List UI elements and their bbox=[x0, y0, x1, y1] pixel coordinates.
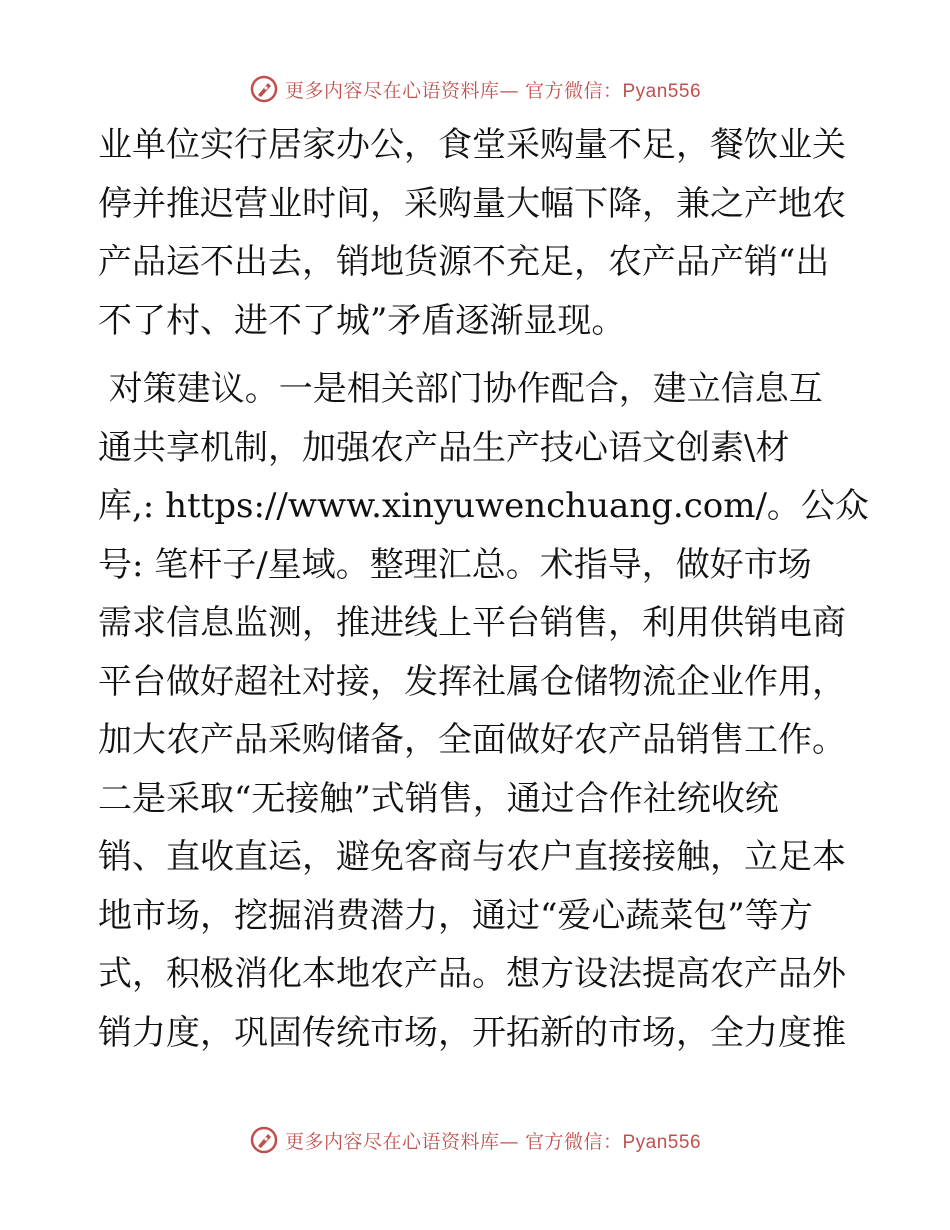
text-line: 不了村、进不了城”矛盾逐渐显现。 bbox=[98, 300, 626, 341]
header-watermark bbox=[0, 74, 950, 104]
text-line: 销、直收直运，避免客商与农户直接接触，立足本 bbox=[98, 837, 846, 877]
paragraph-2 bbox=[98, 360, 869, 1062]
document-body bbox=[98, 116, 869, 1062]
paragraph-1 bbox=[98, 116, 858, 350]
pen-nib-circle-icon bbox=[249, 74, 279, 104]
text-line: 停并推迟营业时间，采购量大幅下降，兼之产地农 bbox=[98, 183, 846, 224]
text-line: 二是采取“无接触”式销售，通过合作社统收统 bbox=[98, 778, 779, 819]
text-line: 产品运不出去，销地货源不充足，农产品产销“出 bbox=[98, 242, 830, 282]
watermark-site-text: 更多内容尽在心语资料库— bbox=[284, 1130, 519, 1153]
text-line: 加大农产品采购储备，全面做好农产品销售工作。 bbox=[98, 720, 846, 760]
text-line: 平台做好超社对接，发挥社属仓储物流企业作用， bbox=[98, 661, 846, 702]
text-line: 地市场，挖掘消费潜力，通过“爱心蔬菜包”等方 bbox=[98, 895, 813, 936]
text-line: 业单位实行居家办公，食堂采购量不足，餐饮业关 bbox=[98, 125, 846, 165]
watermark-site-text: 更多内容尽在心语资料库— bbox=[284, 79, 519, 102]
watermark-contact-text: 官方微信：Pyan556 bbox=[525, 1131, 702, 1153]
footer-watermark bbox=[0, 1125, 950, 1155]
text-line: 通共享机制，加强农产品生产技心语文创素\材 bbox=[98, 427, 790, 468]
text-line: 库,: https://www.xinyuwenchuang.com/。公众 bbox=[98, 486, 869, 526]
text-line: 需求信息监测，推进线上平台销售，利用供销电商 bbox=[98, 603, 846, 643]
text-line: 对策建议。一是相关部门协作配合，建立信息互 bbox=[98, 369, 823, 409]
text-line: 号: 笔杆子/星域。整理汇总。术指导，做好市场 bbox=[98, 544, 812, 585]
pen-nib-circle-icon bbox=[249, 1125, 279, 1155]
text-line: 销力度，巩固传统市场，开拓新的市场，全力度推 bbox=[98, 1012, 846, 1053]
text-line: 式，积极消化本地农产品。想方设法提高农产品外 bbox=[98, 954, 846, 994]
watermark-contact-text: 官方微信：Pyan556 bbox=[525, 80, 702, 102]
